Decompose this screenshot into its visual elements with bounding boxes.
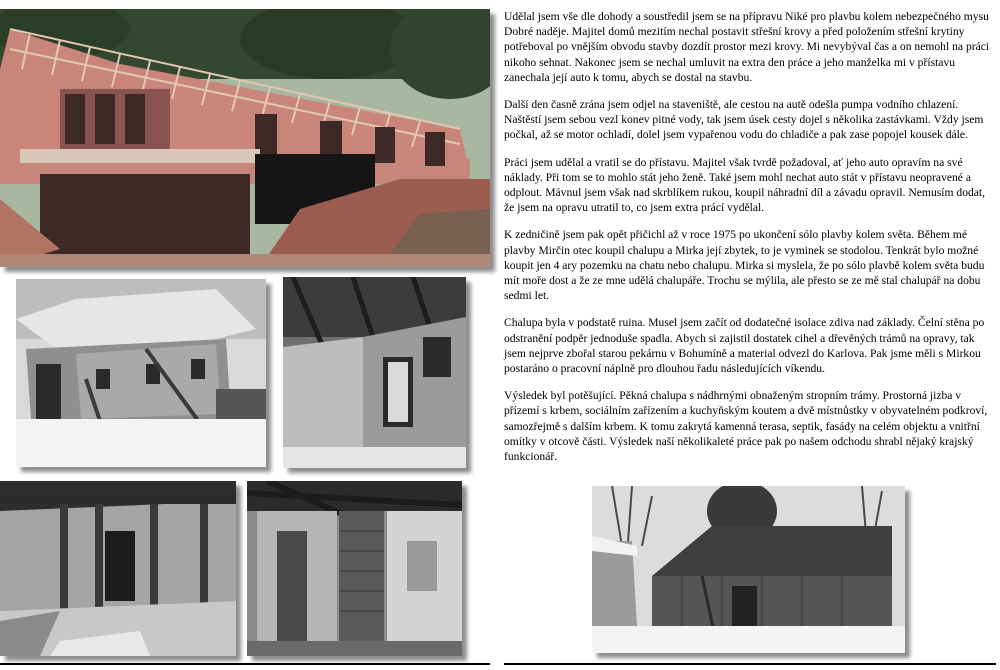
paragraph: Udělal jsem vše dle dohody a soustředil jsem se na přípravu Niké pro plavbu kolem nebezpečného mysu Dobré naděje. Majitel domů mezitím nechal postavit střešní krovy a před položením střešní krytiny potřeboval po vnějším obvodu stavby dozdít prostor mezi krovy. Mi nevybýval čas a on nemohl na práci nikoho sehnat. Nakonec jsem se nechal umluvit na extra den práce a jeho manželka mi v přístavu zanechala její auto k tomu, abych se dostal na stavbu. [504, 10, 990, 84]
paragraph: K zedničině jsem pak opět přičichl až v roce 1975 po ukončení sólo plavby kolem světa. Během mé plavby Mirčin otec koupil chalupu a Mirka její zbytek, to je vyminek se stodolou. Tenkrát bylo možné koupit jen 4 ary pozemku na chatu nebo chalupu. Mirka si myslela, že po sólo plavbě kolem světa budu mít moře dost a že ze mne udělá chalupáře. Trochu se mýlila, ale přesto se ze mě stal chalupář na dobu sedmi let. [504, 228, 985, 303]
paragraph: Výsledek byl potěšující. Pěkná chalupa s nádhrnými obnaženým stropním trámy. Prostorná jizba v přízemí s krbem, sociálním zařízením a kuchyňským koutem a dvě místnůstky v obyvatelném podkroví, samozřejmě s dalším krbem. K tomu zakrytá kamenná terasa, septik, fasády na celém objektu a vnitřní omítky v otcově části. Výsledek naší několikaleté práce pak po našem odchodu shrabl nějaký krajský funkcionář. [504, 389, 988, 464]
interior-demolition-photo [0, 481, 236, 656]
barn-in-snow-photo [592, 486, 905, 653]
construction-site-photo [0, 9, 490, 267]
paragraph: Další den časně zrána jsem odjel na staveniště, ale cestou na autě odešla pumpa vodního chlazení. Naštěstí jsem sebou vezl konev pitné vody, tak jsem úsek cesty dojel s několika zastávkami. Vždy jsem počkal, až se motor ochladí, dolel jsem vypařenou vodu do chladiče a pak zase popojel kousek dále. [504, 98, 984, 142]
old-cottage-exterior-photo [16, 279, 266, 467]
left-bottom-rule [0, 663, 490, 665]
paragraph: Chalupa byla v podstatě ruina. Musel jsem začít od dodatečné isolace zdiva nad základy. Čelní stěna po odstranění podpěr jednoduše spadla. Abych si zajistil dostatek cihel a dřevěných trámů na opravy, tak jsem nejprve zbořal starou pekárnu v Bohumíně a material odvezl do Karlova. Pak jsme měli s Mirkou postaráno o pracovní náplně pro dlouhou řadu následujících víkendu. [504, 316, 985, 376]
brick-pillar-interior-photo [247, 481, 462, 656]
right-bottom-rule [504, 663, 996, 665]
cottage-interior-ruin-photo [283, 277, 466, 468]
paragraph: Práci jsem udělal a vratil se do přístavu. Majitel však tvrdě požadoval, ať jeho auto opravím na své náklady. Při tom se to mohlo stát jeho ženě. Také jsem mohl nechat auto stát v přístavu neopravené a odplout. Mávnul jsem však nad skrblíkem rukou, koupil náhradní díl a závadu opravil. Nemusím dodat, že jsem na opravu utratil to, co jsem extra prácí vydělal. [504, 155, 986, 215]
story-text [504, 9, 994, 476]
